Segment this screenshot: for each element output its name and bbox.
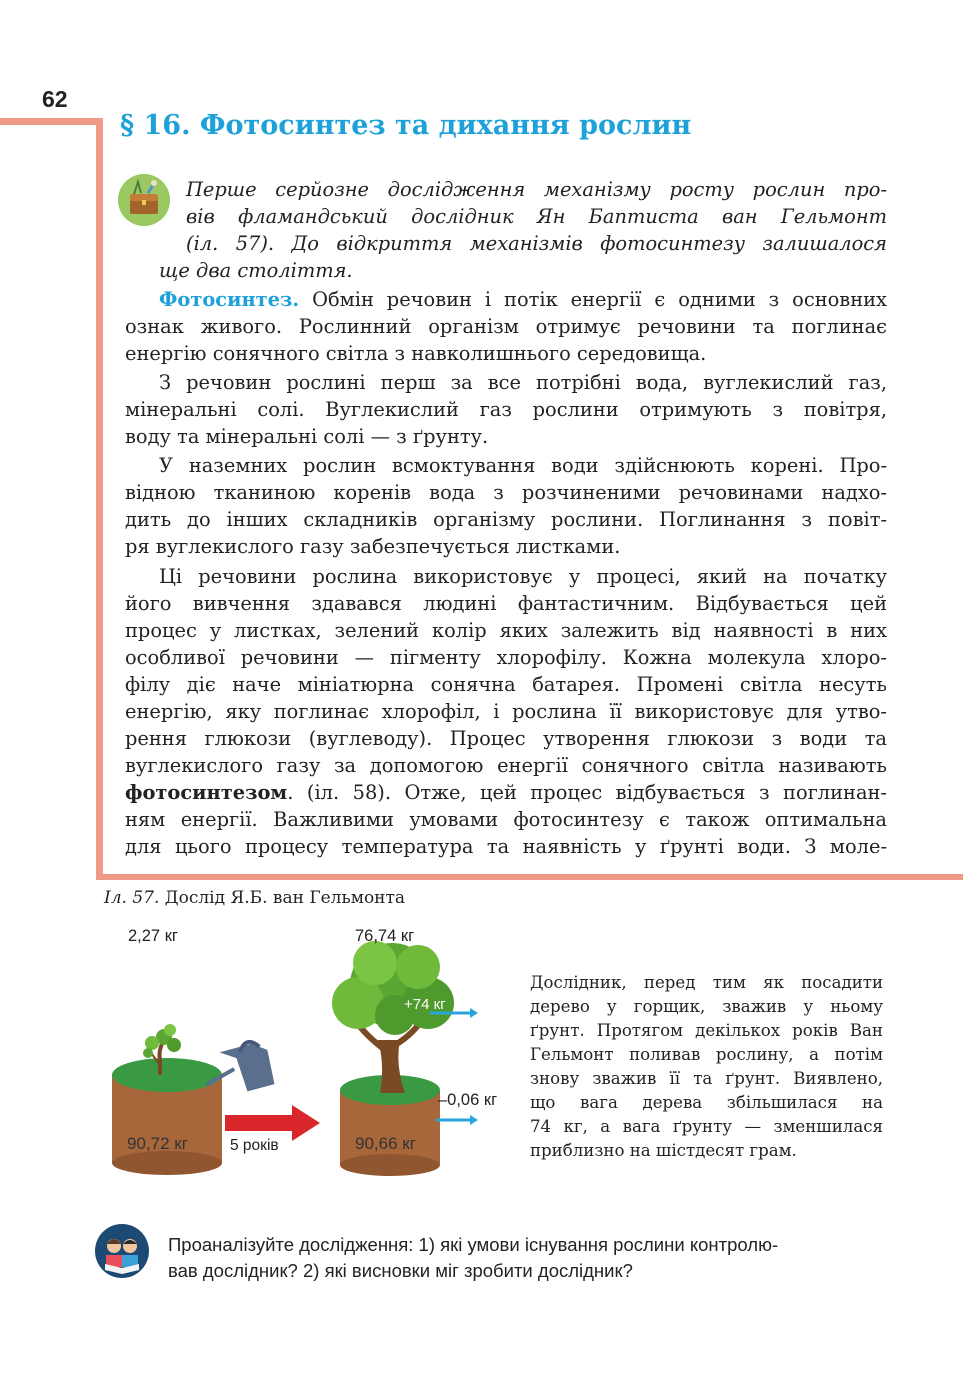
- question-line-2: вав дослідник? 2) які висновки міг зробити дослідник?: [168, 1260, 633, 1281]
- body-p1-line-3: енергію сонячного світла з навколишнього середовища.: [125, 342, 707, 365]
- body-p4-line-4: особливої речовини — пігменту хлорофілу. Кожна молекула хлоро-: [125, 646, 887, 669]
- body-p4-line-10: ням енергії. Важливими умовами фотосинтезу є також оптимальна: [125, 808, 887, 831]
- body-p4-line-6: енергію, яку поглинає хлорофіл, і рослина її використовує для утво-: [125, 700, 887, 723]
- intro-line-4: ще два століття.: [159, 259, 353, 282]
- history-chest-icon: [118, 174, 170, 226]
- body-p3-line-4: ря вуглекислого газу забезпечується листками.: [125, 535, 621, 558]
- term-photosynthesis-bold: фотосинтезом: [125, 781, 288, 804]
- soil-mass-before-label: 90,72 кг: [127, 1134, 188, 1153]
- figure-caption: Іл. 57. Дослід Я.Б. ван Гельмонта: [104, 888, 406, 908]
- body-p3-line-3: дить до інших складників організму рослини. Поглинання з повіт-: [125, 508, 887, 531]
- page-number: 62: [42, 86, 68, 112]
- mass-loss-arrow-icon: [436, 1115, 478, 1125]
- body-p1-line-2: ознак живого. Рослинний організм отримує речовини та поглинає: [125, 315, 887, 338]
- figure-desc-line-5: знову зважив її та ґрунт. Виявлено,: [530, 1069, 883, 1088]
- frame-bottom-bar: [96, 874, 963, 880]
- plant-mass-before-label: 2,27 кг: [128, 927, 178, 945]
- frame-top-bar: [0, 118, 100, 125]
- body-p4-line-7: рення глюкози (вуглеводу). Процес утворення глюкози з води та: [125, 727, 887, 750]
- intro-line-2: вів фламандський дослідник Ян Баптиста ван Гельмонт: [186, 205, 887, 228]
- intro-line-1: Перше серйозне дослідження механізму росту рослин про-: [186, 178, 887, 201]
- figure-desc-line-6: що вага дерева збільшилася на: [530, 1093, 883, 1112]
- time-arrow-icon: [225, 1105, 320, 1141]
- figure-desc-line-8: приблизно на шістдесят грам.: [530, 1141, 797, 1160]
- body-p3-line-1: У наземних рослин всмоктування води здійснюють корені. Про-: [159, 454, 887, 477]
- soil-mass-after-label: 90,66 кг: [355, 1134, 416, 1153]
- plant-mass-after-label: 76,74 кг: [355, 927, 415, 945]
- students-reading-icon: [95, 1224, 149, 1278]
- figure-desc-line-2: дерево у горщик, зважив у ньому: [530, 997, 883, 1016]
- body-p1-line-1: Фотосинтез. Обмін речовин і потік енергії є одними з основних: [159, 288, 887, 311]
- grown-tree-icon: [332, 941, 454, 1093]
- term-photosynthesis-heading: Фотосинтез.: [159, 288, 300, 311]
- body-p2-line-1: З речовин рослині перш за все потрібні вода, вуглекислий газ,: [159, 371, 887, 394]
- body-p4-line-5: філу діє наче мініатюрна сонячна батарея. Промені світла несуть: [125, 673, 887, 696]
- mass-gain-label: +74 кг: [404, 996, 446, 1013]
- body-p4-line-3: процес у листках, зелений колір яких залежить від наявності в них: [125, 619, 887, 642]
- figure-desc-line-3: ґрунт. Протягом декількох років Ван: [530, 1021, 883, 1040]
- body-p2-line-2: мінеральні солі. Вуглекислий газ рослини отримують з повітря,: [125, 398, 887, 421]
- body-p4-line-9: фотосинтезом. (іл. 58). Отже, цей процес відбувається з поглинан-: [125, 781, 887, 804]
- pot-before: [112, 1058, 222, 1175]
- figure-desc-line-1: Дослідник, перед тим як посадити: [530, 973, 883, 992]
- body-p4-line-8: вуглекислого газу за допомогою енергії сонячного світла називають: [125, 754, 887, 777]
- body-p4-line-11: для цього процесу температура та наявність у ґрунті води. З моле-: [125, 835, 887, 858]
- body-p3-line-2: відною тканиною коренів вода з розчиненими речовинами надхо-: [125, 481, 887, 504]
- duration-label: 5 років: [230, 1137, 279, 1154]
- section-title: § 16. Фотосинтез та дихання рослин: [120, 110, 692, 141]
- intro-line-3: (іл. 57). До відкриття механізмів фотосинтезу залишалося: [186, 232, 887, 255]
- question-line-1: Проаналізуйте дослідження: 1) які умови існування рослини контролю-: [168, 1234, 779, 1255]
- body-p4-line-1: Ці речовини рослина використовує у процесі, який на початку: [159, 565, 887, 588]
- body-p4-line-2: його вивчення здавався людині фантастичним. Відбувається цей: [125, 592, 887, 615]
- frame-left-bar: [96, 118, 103, 880]
- mass-loss-label: –0,06 кг: [438, 1091, 498, 1109]
- figure-desc-line-4: Гельмонт поливав рослину, а потім: [530, 1045, 883, 1064]
- body-p2-line-3: воду та мінеральні солі — з ґрунту.: [125, 425, 489, 448]
- figure-desc-line-7: 74 кг, а вага ґрунту — зменшилася: [530, 1117, 883, 1136]
